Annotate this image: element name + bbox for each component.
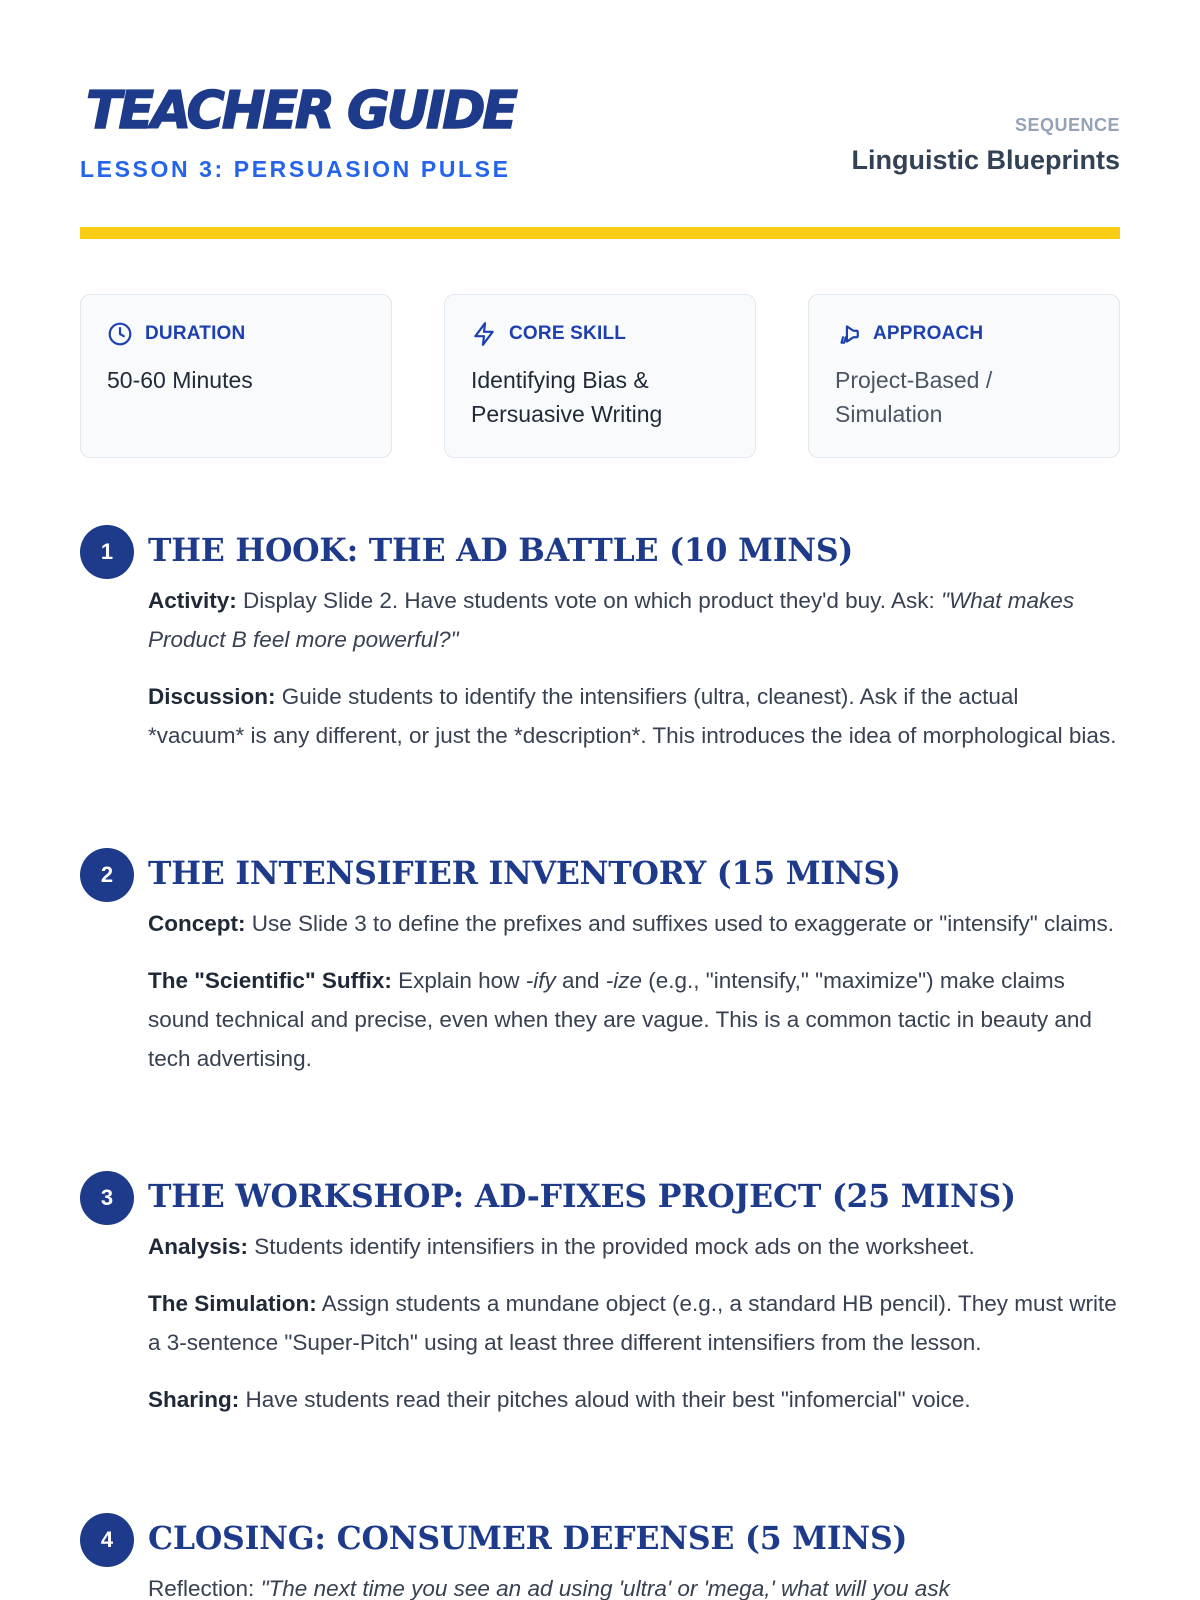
scientific-suffix-paragraph xyxy=(148,961,1120,1078)
lightning-icon xyxy=(471,321,497,347)
section-title: THE INTENSIFIER INVENTORY (15 MINS) xyxy=(148,855,901,892)
sharing-paragraph xyxy=(148,1380,1120,1419)
header xyxy=(80,80,1120,190)
duration-card xyxy=(80,294,392,458)
section-title: CLOSING: CONSUMER DEFENSE (5 MINS) xyxy=(148,1520,908,1557)
paragraph-quote: "The next time you see an ad using 'ultra' or 'mega,' what will you ask xyxy=(260,1576,950,1600)
analysis-paragraph xyxy=(148,1227,1120,1266)
suffix-ify: -ify xyxy=(525,968,556,993)
paragraph-text: Have students read their pitches aloud with their best "infomercial" voice. xyxy=(239,1387,971,1412)
paragraph-text: Use Slide 3 to define the prefixes and suffixes used to exaggerate or "intensify" claims. xyxy=(245,911,1115,936)
sequence-value: Linguistic Blueprints xyxy=(851,145,1120,175)
paragraph-label: Analysis: xyxy=(148,1234,249,1259)
paragraph-label: Discussion: xyxy=(148,684,276,709)
paragraph-quote: "What makes Product B feel more powerful?" xyxy=(148,588,1075,652)
duration-label: DURATION xyxy=(145,323,246,344)
paragraph-text: Students identify intensifiers in the provided mock ads on the worksheet. xyxy=(248,1234,975,1259)
core-skill-card xyxy=(444,294,756,458)
core-skill-value: Identifying Bias & Persuasive Writing xyxy=(471,367,663,427)
simulation-paragraph xyxy=(148,1284,1120,1362)
step-number-badge: 1 xyxy=(80,525,134,579)
paragraph-text: (e.g., "intensify," "maximize") make claims sound technical and precise, even when they are vague. This is a common tactic in beauty and tech advertising. xyxy=(148,968,1092,1071)
megaphone-icon xyxy=(835,321,861,347)
step-number-badge: 2 xyxy=(80,848,134,902)
section-title: THE WORKSHOP: AD-FIXES PROJECT (25 MINS) xyxy=(148,1178,1016,1215)
step-number-badge: 4 xyxy=(80,1513,134,1567)
teacher-guide-page xyxy=(80,0,1120,1600)
paragraph-text: and xyxy=(555,968,606,993)
duration-value: 50-60 Minutes xyxy=(107,367,253,393)
paragraph-text: Explain how xyxy=(391,968,526,993)
paragraph-text: Display Slide 2. Have students vote on which product they'd buy. Ask: xyxy=(236,588,942,613)
paragraph-text: Assign students a mundane object (e.g., a standard HB pencil). They must write a 3-sentence "Super-Pitch" using at least three different intensifiers from the lesson. xyxy=(148,1291,1117,1355)
paragraph-text: Guide students to identify the intensifiers (ultra, cleanest). Ask if the actual *vacuum* is any different, or just the *description*. This introduces the idea of morphological bias. xyxy=(148,684,1117,748)
core-skill-label: CORE SKILL xyxy=(509,323,627,344)
suffix-ize: -ize xyxy=(605,968,643,993)
step-number-badge: 3 xyxy=(80,1171,134,1225)
paragraph-label: The Simulation: xyxy=(148,1291,317,1316)
info-cards xyxy=(80,294,1120,458)
accent-divider xyxy=(80,227,1120,239)
reflection-paragraph xyxy=(148,1569,1120,1600)
paragraph-label: Reflection: xyxy=(148,1576,261,1600)
paragraph-label: Concept: xyxy=(148,911,246,936)
paragraph-label: Sharing: xyxy=(148,1387,240,1412)
concept-paragraph xyxy=(148,904,1120,943)
page-title: TEACHER GUIDE xyxy=(86,81,515,141)
discussion-paragraph xyxy=(148,677,1120,755)
clock-icon xyxy=(107,321,133,347)
sequence-label: SEQUENCE xyxy=(1014,115,1120,135)
activity-paragraph xyxy=(148,581,1120,659)
paragraph-label: Activity: xyxy=(148,588,237,613)
approach-value: Project-Based / Simulation xyxy=(835,367,993,427)
approach-card xyxy=(808,294,1120,458)
section-title: THE HOOK: THE AD BATTLE (10 MINS) xyxy=(148,532,854,569)
lesson-subtitle: LESSON 3: PERSUASION PULSE xyxy=(80,156,511,182)
paragraph-label: The "Scientific" Suffix: xyxy=(148,968,392,993)
approach-label: APPROACH xyxy=(873,323,984,344)
